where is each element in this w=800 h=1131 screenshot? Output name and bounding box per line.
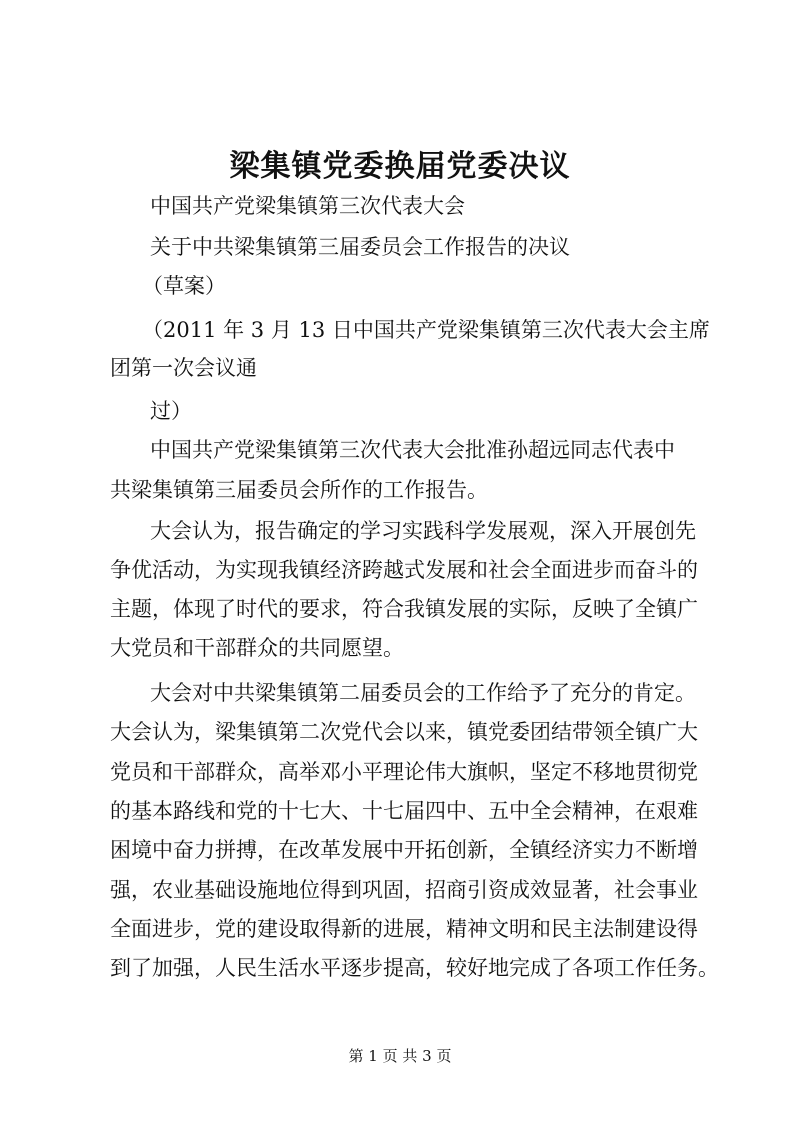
paragraph-line: 主题，体现了时代的要求，符合我镇发展的实际，反映了全镇广 [110,597,698,621]
paragraph-line: 困境中奋力拼搏，在改革发展中开拓创新，全镇经济实力不断增 [110,838,698,862]
paragraph-line: 到了加强，人民生活水平逐步提高，较好地完成了各项工作任务。 [110,956,719,980]
adoption-note-line-2: 团第一次会议通 [110,356,257,380]
paragraph-line: 共梁集镇第三届委员会所作的工作报告。 [110,478,488,502]
paragraph-line: 中国共产党梁集镇第三次代表大会批准孙超远同志代表中 [150,438,675,462]
congress-name: 中国共产党梁集镇第三次代表大会 [150,194,465,218]
paragraph-line: 全面进步，党的建设取得新的进展，精神文明和民主法制建设得 [110,917,698,941]
paragraph-line: 大会认为，梁集镇第二次党代会以来，镇党委团结带领全镇广大 [110,720,698,744]
draft-label: （草案） [142,274,226,298]
paragraph-line: 强，农业基础设施地位得到巩固，招商引资成效显著，社会事业 [110,878,698,902]
paragraph-line: 大党员和干部群众的共同愿望。 [110,636,404,660]
adoption-note-line-1: （2011 年 3 月 13 日中国共产党梁集镇第三次代表大会主席 [142,318,710,342]
resolution-subtitle: 关于中共梁集镇第三届委员会工作报告的决议 [150,235,570,259]
adoption-note-line-3: 过） [150,399,192,423]
paragraph-line: 党员和干部群众，高举邓小平理论伟大旗帜，坚定不移地贯彻党 [110,760,698,784]
paragraph-line: 大会认为，报告确定的学习实践科学发展观，深入开展创先 [150,519,696,543]
page-footer: 第 1 页 共 3 页 [348,1047,452,1065]
document-title: 梁集镇党委换届党委决议 [229,149,571,184]
paragraph-line: 的基本路线和党的十七大、十七届四中、五中全会精神，在艰难 [110,799,698,823]
paragraph-line: 大会对中共梁集镇第二届委员会的工作给予了充分的肯定。 [150,681,696,705]
paragraph-line: 争优活动，为实现我镇经济跨越式发展和社会全面进步而奋斗的 [110,558,698,582]
